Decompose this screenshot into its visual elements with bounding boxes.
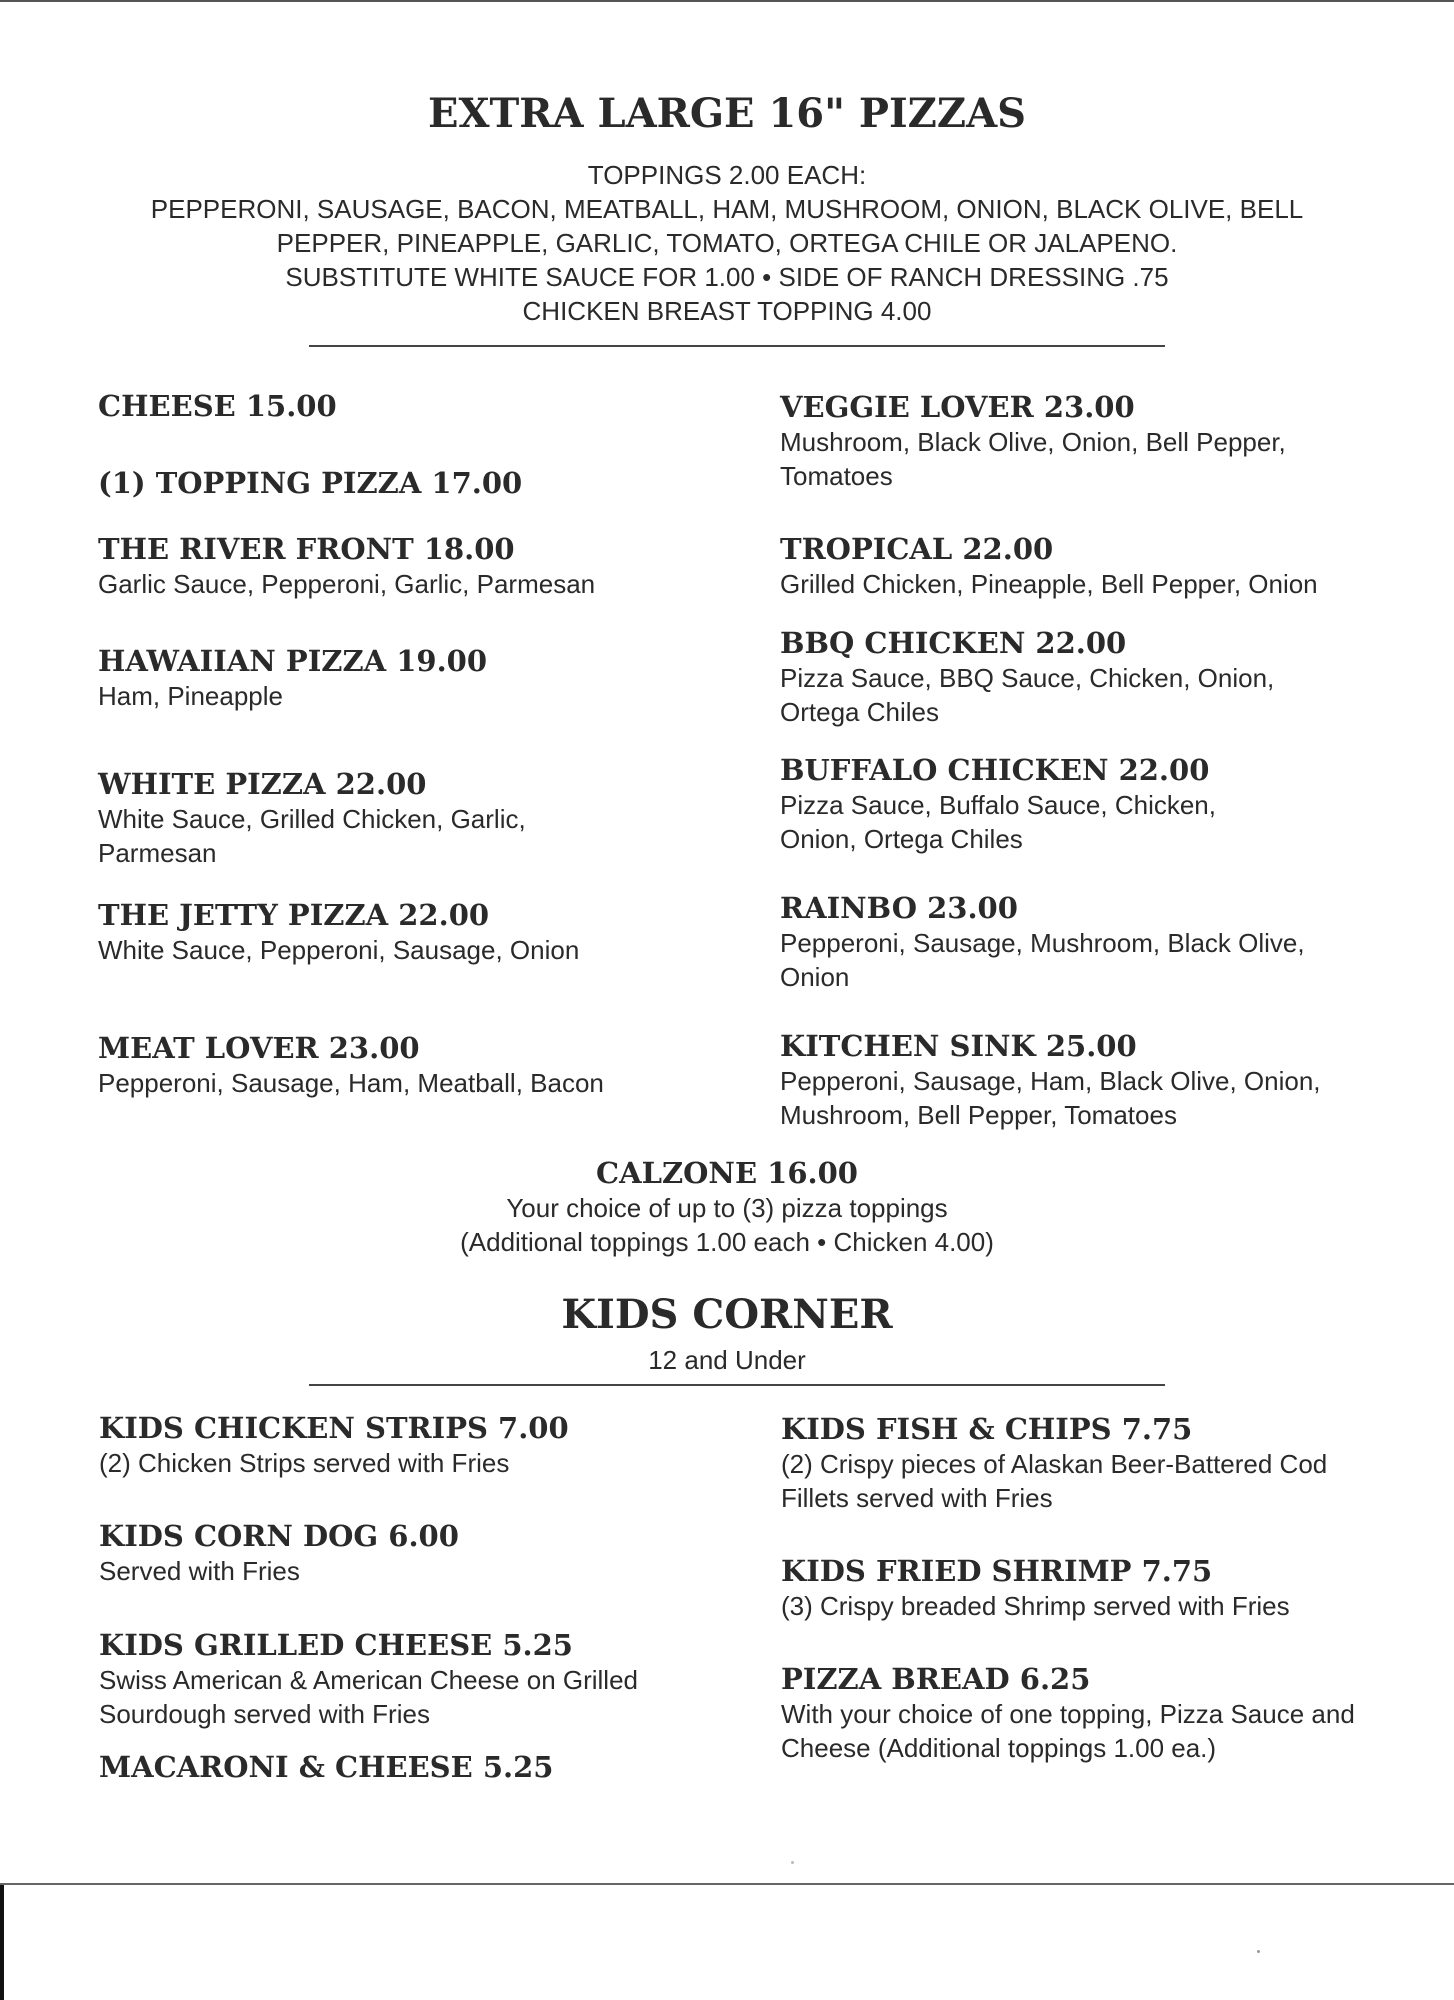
menu-item	[98, 897, 698, 967]
item-name: KIDS CORN DOG 6.00	[99, 1519, 459, 1553]
item-name: THE JETTY PIZZA 22.00	[98, 898, 490, 932]
scan-speck	[1257, 1950, 1260, 1953]
item-name: VEGGIE LOVER 23.00	[780, 390, 1135, 424]
menu-item	[780, 531, 1420, 601]
toppings-line: PEPPER, PINEAPPLE, GARLIC, TOMATO, ORTEGA CHILE OR JALAPENO.	[276, 228, 1178, 258]
item-name: HAWAIIAN PIZZA 19.00	[98, 644, 488, 678]
item-description: Grilled Chicken, Pineapple, Bell Pepper, Onion	[780, 569, 1318, 599]
section-divider	[309, 345, 1165, 347]
item-name: WHITE PIZZA 22.00	[98, 767, 427, 801]
item-description: Pepperoni, Sausage, Ham, Black Olive, Onion, Mushroom, Bell Pepper, Tomatoes	[780, 1066, 1321, 1130]
menu-item	[780, 752, 1280, 856]
menu-item	[98, 643, 698, 713]
menu-item	[780, 1028, 1400, 1132]
item-description: (3) Crispy breaded Shrimp served with Fries	[781, 1591, 1290, 1621]
item-description: White Sauce, Pepperoni, Sausage, Onion	[98, 935, 580, 965]
item-name: RAINBO 23.00	[780, 891, 1018, 925]
calzone-item	[0, 1155, 1454, 1259]
item-name: KIDS FRIED SHRIMP 7.75	[781, 1554, 1213, 1588]
scan-bottom-edge	[0, 1883, 1454, 1885]
item-name: PIZZA BREAD 6.25	[781, 1662, 1091, 1696]
section-divider	[309, 1384, 1165, 1386]
item-description: Swiss American & American Cheese on Grilled Sourdough served with Fries	[99, 1665, 639, 1729]
toppings-line: SUBSTITUTE WHITE SAUCE FOR 1.00 • SIDE OF RANCH DRESSING .75	[285, 262, 1169, 292]
scan-speck	[791, 1861, 794, 1864]
toppings-line: CHICKEN BREAST TOPPING 4.00	[522, 296, 932, 326]
item-name: KIDS CHICKEN STRIPS 7.00	[99, 1411, 569, 1445]
item-name: (1) TOPPING PIZZA 17.00	[98, 466, 523, 500]
item-description: Mushroom, Black Olive, Onion, Bell Pepper, Tomatoes	[780, 427, 1286, 491]
item-name: TROPICAL 22.00	[780, 532, 1054, 566]
menu-item	[99, 1410, 719, 1480]
menu-item	[781, 1411, 1401, 1515]
item-name: MACARONI & CHEESE 5.25	[99, 1750, 554, 1784]
item-name: MEAT LOVER 23.00	[98, 1031, 420, 1065]
item-description: (2) Chicken Strips served with Fries	[99, 1448, 510, 1478]
item-description: Pizza Sauce, Buffalo Sauce, Chicken, Onion, Ortega Chiles	[780, 790, 1216, 854]
menu-item	[781, 1661, 1361, 1765]
item-description: With your choice of one topping, Pizza Sauce and Cheese (Additional toppings 1.00 ea.)	[781, 1699, 1355, 1763]
toppings-line: PEPPERONI, SAUSAGE, BACON, MEATBALL, HAM, MUSHROOM, ONION, BLACK OLIVE, BELL	[150, 194, 1304, 224]
item-name: KITCHEN SINK 25.00	[780, 1029, 1137, 1063]
menu-item	[98, 766, 618, 870]
item-name: KIDS FISH & CHIPS 7.75	[781, 1412, 1193, 1446]
menu-item	[98, 388, 698, 424]
menu-item	[98, 531, 698, 601]
item-name: BUFFALO CHICKEN 22.00	[780, 753, 1210, 787]
menu-item	[780, 625, 1280, 729]
item-description: Served with Fries	[99, 1556, 300, 1586]
item-name: BBQ CHICKEN 22.00	[780, 626, 1127, 660]
menu-item	[98, 1030, 618, 1100]
item-description: (2) Crispy pieces of Alaskan Beer-Battered Cod Fillets served with Fries	[781, 1449, 1328, 1513]
toppings-info	[0, 158, 1454, 328]
menu-item	[98, 465, 698, 501]
item-name: KIDS GRILLED CHEESE 5.25	[99, 1628, 573, 1662]
item-description: Garlic Sauce, Pepperoni, Garlic, Parmesan	[98, 569, 596, 599]
item-description: Ham, Pineapple	[98, 681, 283, 711]
menu-item	[780, 389, 1380, 493]
item-description: White Sauce, Grilled Chicken, Garlic, Parmesan	[98, 804, 526, 868]
item-name: CALZONE 16.00	[596, 1156, 858, 1190]
menu-item	[781, 1553, 1401, 1623]
item-name: THE RIVER FRONT 18.00	[98, 532, 515, 566]
menu-item	[780, 890, 1380, 994]
item-description: Pizza Sauce, BBQ Sauce, Chicken, Onion, Ortega Chiles	[780, 663, 1275, 727]
item-name: CHEESE 15.00	[98, 389, 337, 423]
item-description: (Additional toppings 1.00 each • Chicken 4.00)	[460, 1227, 994, 1257]
kids-subtitle: 12 and Under	[648, 1345, 806, 1375]
pizzas-title: EXTRA LARGE 16" PIZZAS	[427, 90, 1026, 137]
scan-top-edge	[0, 0, 1454, 2]
kids-title: KIDS CORNER	[561, 1291, 893, 1338]
item-description: Pepperoni, Sausage, Mushroom, Black Olive, Onion	[780, 928, 1305, 992]
scan-left-edge	[0, 1885, 4, 2000]
item-description: Pepperoni, Sausage, Ham, Meatball, Bacon	[98, 1068, 604, 1098]
toppings-line: TOPPINGS 2.00 EACH:	[587, 160, 867, 190]
menu-item	[99, 1627, 699, 1731]
menu-item	[99, 1518, 719, 1588]
item-description: Your choice of up to (3) pizza toppings	[506, 1193, 948, 1223]
menu-item	[99, 1749, 719, 1785]
